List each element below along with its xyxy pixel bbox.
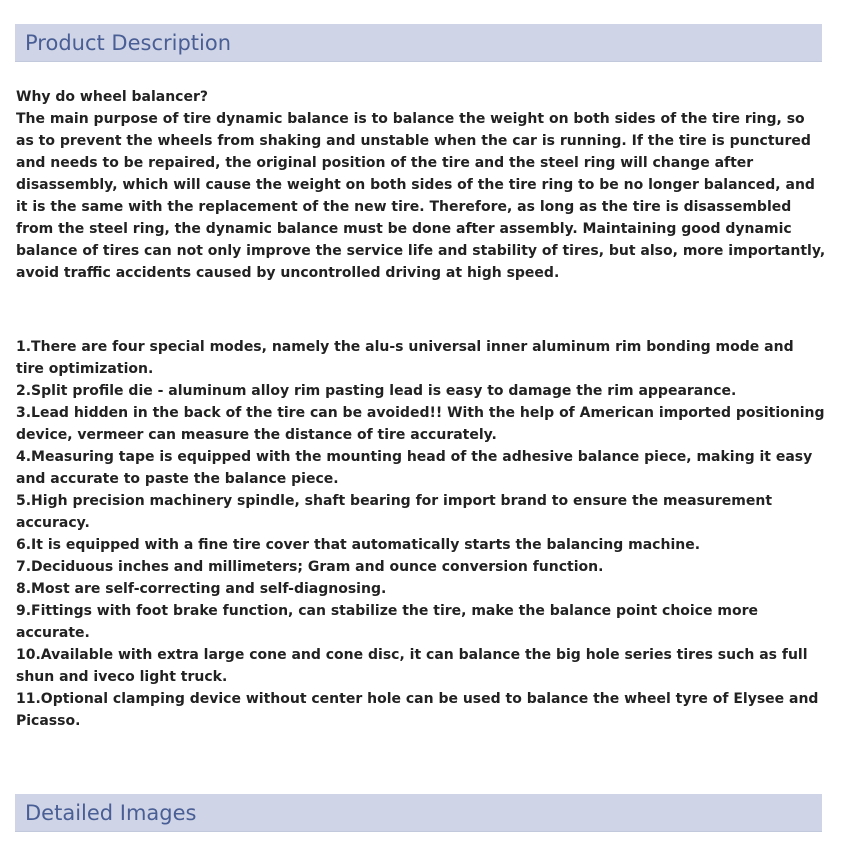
feature-item: 5.High precision machinery spindle, shaft bearing for import brand to ensure the measurement accuracy. xyxy=(16,493,773,531)
feature-item: 6.It is equipped with a fine tire cover that automatically starts the balancing machine. xyxy=(16,537,701,553)
feature-item: 2.Split profile die - aluminum alloy rim pasting lead is easy to damage the rim appearance. xyxy=(16,383,737,399)
feature-item: 10.Available with extra large cone and cone disc, it can balance the big hole series tires such as full shun and iveco light truck. xyxy=(16,647,808,685)
product-description-header xyxy=(15,24,822,62)
feature-item: 8.Most are self-correcting and self-diagnosing. xyxy=(16,581,387,597)
detailed-images-title: Detailed Images xyxy=(25,801,197,825)
feature-item: 1.There are four special modes, namely the alu-s universal inner aluminum rim bonding mode and tire optimization. xyxy=(16,339,794,377)
feature-item: 9.Fittings with foot brake function, can stabilize the tire, make the balance point choice more accurate. xyxy=(16,603,758,641)
detailed-images-header xyxy=(15,794,822,832)
feature-item: 4.Measuring tape is equipped with the mounting head of the adhesive balance piece, making it easy and accurate to paste the balance piece. xyxy=(16,449,813,487)
feature-item: 11.Optional clamping device without center hole can be used to balance the wheel tyre of Elysee and Picasso. xyxy=(16,691,819,729)
features-list xyxy=(16,336,826,732)
intro-question: Why do wheel balancer? xyxy=(16,89,208,105)
features-section xyxy=(16,336,826,732)
intro-section xyxy=(16,86,826,284)
product-description-title: Product Description xyxy=(25,31,232,55)
feature-item: 3.Lead hidden in the back of the tire can be avoided!! With the help of American imported positioning device, vermeer can measure the distance of tire accurately. xyxy=(16,405,825,443)
intro-paragraph: The main purpose of tire dynamic balance is to balance the weight on both sides of the tire ring, so as to prevent the wheels from shaking and unstable when the car is running. If the tire is punctured and needs to be repaired, the original position of the tire and the steel ring will change after disassembly, which will cause the weight on both sides of the tire ring to be no longer balanced, and it is the same with the replacement of the new tire. Therefore, as long as the tire is disassembled from the steel ring, the dynamic balance must be done after assembly. Maintaining good dynamic balance of tires can not only improve the service life and stability of tires, but also, more importantly, avoid traffic accidents caused by uncontrolled driving at high speed. xyxy=(16,111,826,281)
feature-item: 7.Deciduous inches and millimeters; Gram and ounce conversion function. xyxy=(16,559,604,575)
